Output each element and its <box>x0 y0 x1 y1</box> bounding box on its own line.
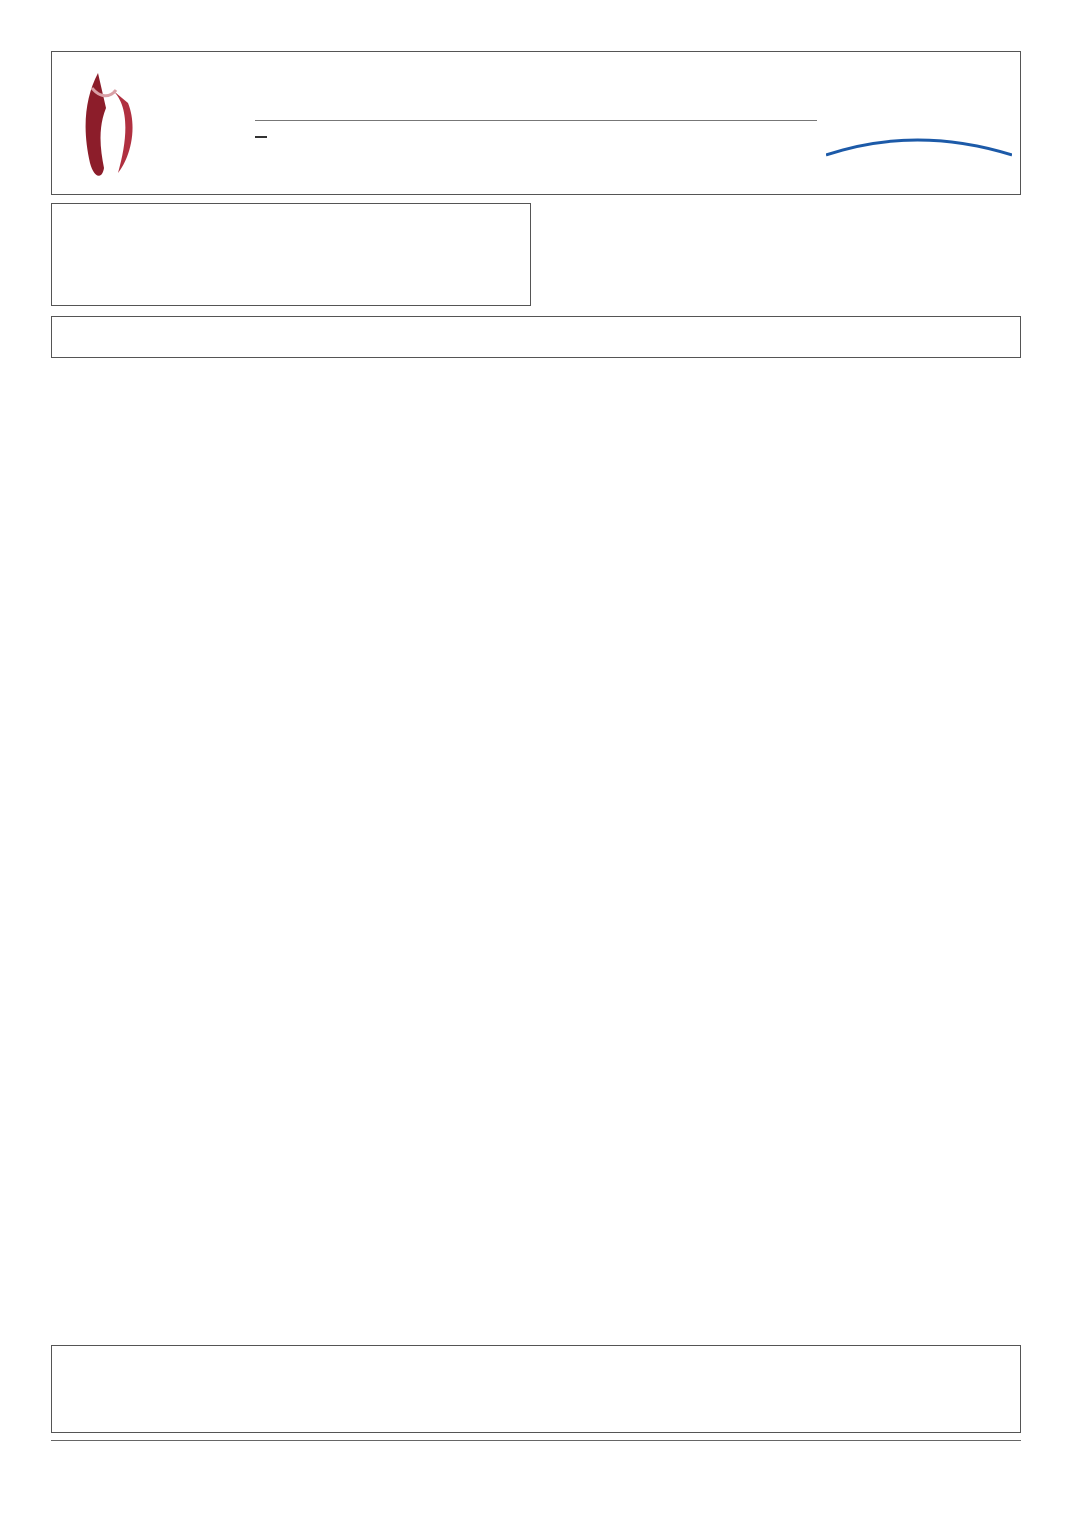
referees-box <box>51 316 1021 358</box>
fivb-swoosh-icon <box>826 80 1012 160</box>
match-info-box <box>51 203 531 306</box>
fivb-logo <box>826 80 1012 160</box>
doc-code <box>255 136 267 138</box>
title-underline <box>255 120 817 121</box>
sponsors-box <box>51 1345 1021 1433</box>
event-logo-icon <box>80 68 230 183</box>
event-logo <box>80 68 230 183</box>
footer-divider <box>51 1440 1021 1441</box>
